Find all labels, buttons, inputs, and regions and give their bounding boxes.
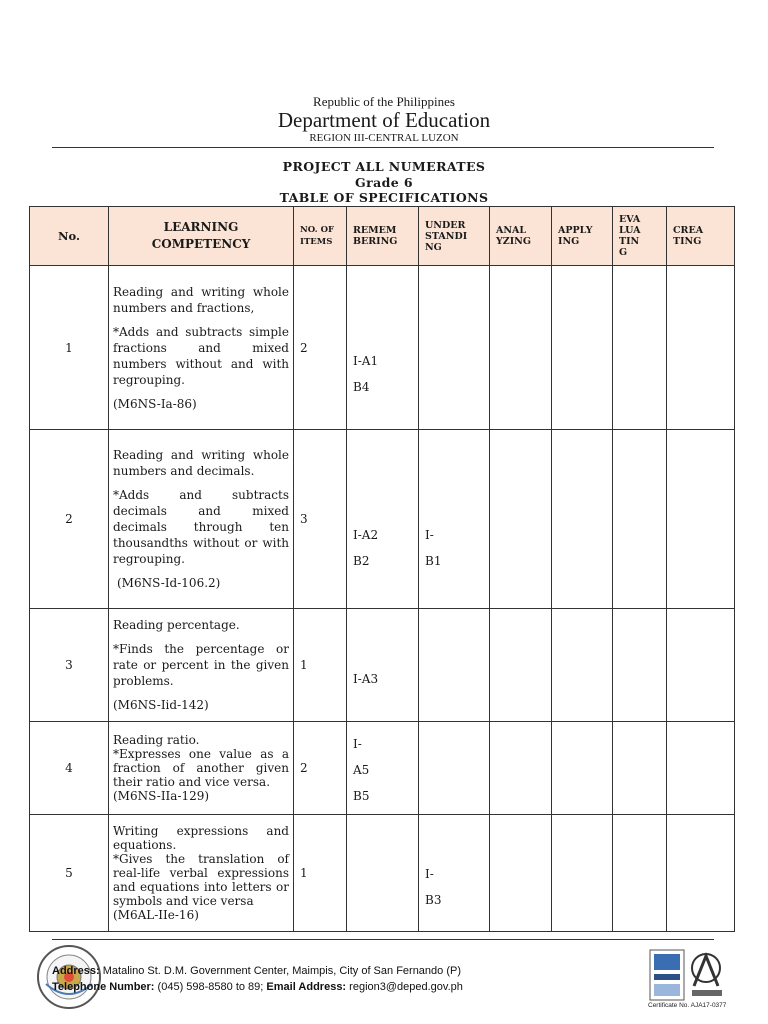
- competency-code: (M6AL-IIe-16): [113, 908, 199, 922]
- header-eva-line2: LUA: [619, 225, 641, 236]
- telephone-label: Telephone Number:: [52, 981, 155, 993]
- competency-cell: [109, 609, 294, 722]
- remembering-line: B2: [353, 554, 370, 568]
- understanding-line: I-: [425, 867, 434, 881]
- evaluating-cell: [613, 430, 667, 609]
- table-row: [30, 430, 735, 609]
- competency-cell: [109, 430, 294, 609]
- remembering-line: I-: [353, 737, 362, 751]
- header-competency-line1: LEARNING: [163, 220, 239, 234]
- header-rem-line2: BERING: [353, 236, 398, 247]
- competency-cell: [109, 815, 294, 932]
- region-heading: REGION III-CENTRAL LUZON: [309, 132, 459, 144]
- remembering-line: I-A1: [353, 353, 379, 368]
- competency-cell: [109, 722, 294, 815]
- header-ana-line2: YZING: [496, 236, 531, 247]
- analyzing-cell: [490, 430, 552, 609]
- competency-text: Reading and writing whole numbers and decimals.: [113, 448, 289, 478]
- aja-certification-logo: [648, 946, 728, 1006]
- competency-text: Reading ratio.: [113, 733, 200, 747]
- analyzing-cell: [490, 815, 552, 932]
- certificate-number: Certificate No. AJA17-0377: [648, 1002, 727, 1009]
- header-competency: [109, 207, 294, 266]
- footer-address-block: [52, 963, 463, 995]
- creating-cell: [667, 609, 735, 722]
- header-und-line1: UNDER: [425, 219, 466, 231]
- items-count: 2: [294, 722, 347, 815]
- understanding-line: B3: [425, 893, 442, 907]
- remembering-cell: [347, 266, 419, 430]
- header-analyzing: [490, 207, 552, 266]
- competency-code: (M6NS-Id-106.2): [117, 576, 221, 590]
- evaluating-cell: [613, 815, 667, 932]
- understanding-cell: [419, 609, 490, 722]
- address-text: Matalino St. D.M. Government Center, Maimpis, City of San Fernando (P): [102, 965, 461, 977]
- row-number: 3: [30, 609, 109, 722]
- analyzing-cell: [490, 266, 552, 430]
- evaluating-cell: [613, 722, 667, 815]
- email-text: region3@deped.gov.ph: [349, 981, 463, 993]
- table-row: [30, 609, 735, 722]
- competency-text: Reading and writing whole numbers and fractions,: [113, 284, 289, 315]
- understanding-line: I-: [425, 528, 434, 542]
- remembering-line: B4: [353, 379, 370, 394]
- header-und-line2: STANDI: [425, 230, 468, 242]
- creating-cell: [667, 266, 735, 430]
- understanding-cell: [419, 815, 490, 932]
- analyzing-cell: [490, 609, 552, 722]
- understanding-cell: [419, 430, 490, 609]
- header-creating: [667, 207, 735, 266]
- table-row: [30, 815, 735, 932]
- competency-skill: *Adds and subtracts simple fractions and mixed numbers without and with regrouping.: [113, 324, 289, 387]
- table-row: [30, 266, 735, 430]
- remembering-line: B5: [353, 789, 370, 803]
- telephone-text: (045) 598-8580 to 89;: [157, 981, 264, 993]
- competency-code: (M6NS-Iid-142): [113, 698, 209, 712]
- header-divider: [52, 147, 714, 148]
- header-app-line2: ING: [558, 236, 580, 247]
- competency-skill: *Finds the percentage or rate or percent in the given problems.: [113, 642, 289, 688]
- items-count: 2: [294, 266, 347, 430]
- header-eva-line3: TIN: [619, 236, 640, 247]
- applying-cell: [552, 609, 613, 722]
- header-items-line1: NO. OF: [300, 225, 335, 235]
- grade-title: Grade 6: [355, 175, 413, 190]
- row-number: 1: [30, 266, 109, 430]
- header-no: No.: [30, 207, 109, 266]
- row-number: 4: [30, 722, 109, 815]
- row-number: 2: [30, 430, 109, 609]
- project-title: PROJECT ALL NUMERATES: [282, 159, 486, 174]
- applying-cell: [552, 266, 613, 430]
- header-competency-line2: COMPETENCY: [151, 237, 251, 251]
- remembering-line: A5: [353, 763, 370, 777]
- address-label: Address:: [52, 965, 100, 977]
- header-eva-line1: EVA: [619, 214, 641, 225]
- table-row: [30, 722, 735, 815]
- contact-line: [52, 979, 463, 995]
- applying-cell: [552, 815, 613, 932]
- republic-heading: Republic of the Philippines: [313, 94, 455, 109]
- understanding-cell: [419, 722, 490, 815]
- evaluating-cell: [613, 609, 667, 722]
- competency-text: Reading percentage.: [113, 618, 240, 632]
- header-eva-line4: G: [619, 247, 628, 258]
- competency-skill: *Gives the translation of real-life verbal expressions and equations into letters or symbols and vice versa: [113, 852, 289, 908]
- tos-title: TABLE OF SPECIFICATIONS: [279, 190, 489, 205]
- header-understanding: [419, 207, 490, 266]
- competency-cell: [109, 266, 294, 430]
- department-heading: Department of Education: [277, 108, 491, 132]
- items-count: 1: [294, 609, 347, 722]
- header-items-line2: ITEMS: [300, 237, 333, 247]
- competency-skill: *Adds and subtracts decimals and mixed decimals through ten thousandths without or with regrouping.: [113, 488, 289, 566]
- competency-text: Writing expressions and equations.: [113, 824, 289, 852]
- creating-cell: [667, 815, 735, 932]
- email-label: Email Address:: [266, 981, 347, 993]
- remembering-line: I-A3: [353, 672, 379, 686]
- applying-cell: [552, 430, 613, 609]
- header-applying: [552, 207, 613, 266]
- analyzing-cell: [490, 722, 552, 815]
- evaluating-cell: [613, 266, 667, 430]
- competency-code: (M6NS-IIa-129): [113, 789, 210, 803]
- footer-divider: [52, 939, 714, 940]
- header-items: [294, 207, 347, 266]
- remembering-line: I-A2: [353, 528, 379, 542]
- creating-cell: [667, 430, 735, 609]
- remembering-cell: [347, 815, 419, 932]
- remembering-cell: [347, 609, 419, 722]
- header-cre-line1: CREA: [673, 225, 704, 236]
- understanding-cell: [419, 266, 490, 430]
- table-header-row: [30, 207, 735, 266]
- creating-cell: [667, 722, 735, 815]
- competency-code: (M6NS-Ia-86): [113, 396, 197, 411]
- header-cre-line2: TING: [673, 236, 702, 247]
- items-count: 1: [294, 815, 347, 932]
- remembering-cell: [347, 430, 419, 609]
- items-count: 3: [294, 430, 347, 609]
- header-remembering: [347, 207, 419, 266]
- header-und-line3: NG: [425, 241, 442, 253]
- header-evaluating: [613, 207, 667, 266]
- understanding-line: B1: [425, 554, 442, 568]
- address-line: [52, 963, 463, 979]
- competency-skill: *Expresses one value as a fraction of another given their ratio and vice versa.: [113, 747, 289, 789]
- table-of-specifications: [29, 206, 735, 932]
- header-app-line1: APPLY: [558, 225, 593, 236]
- header-ana-line1: ANAL: [496, 225, 527, 236]
- remembering-cell: [347, 722, 419, 815]
- row-number: 5: [30, 815, 109, 932]
- applying-cell: [552, 722, 613, 815]
- header-rem-line1: REMEM: [353, 225, 397, 236]
